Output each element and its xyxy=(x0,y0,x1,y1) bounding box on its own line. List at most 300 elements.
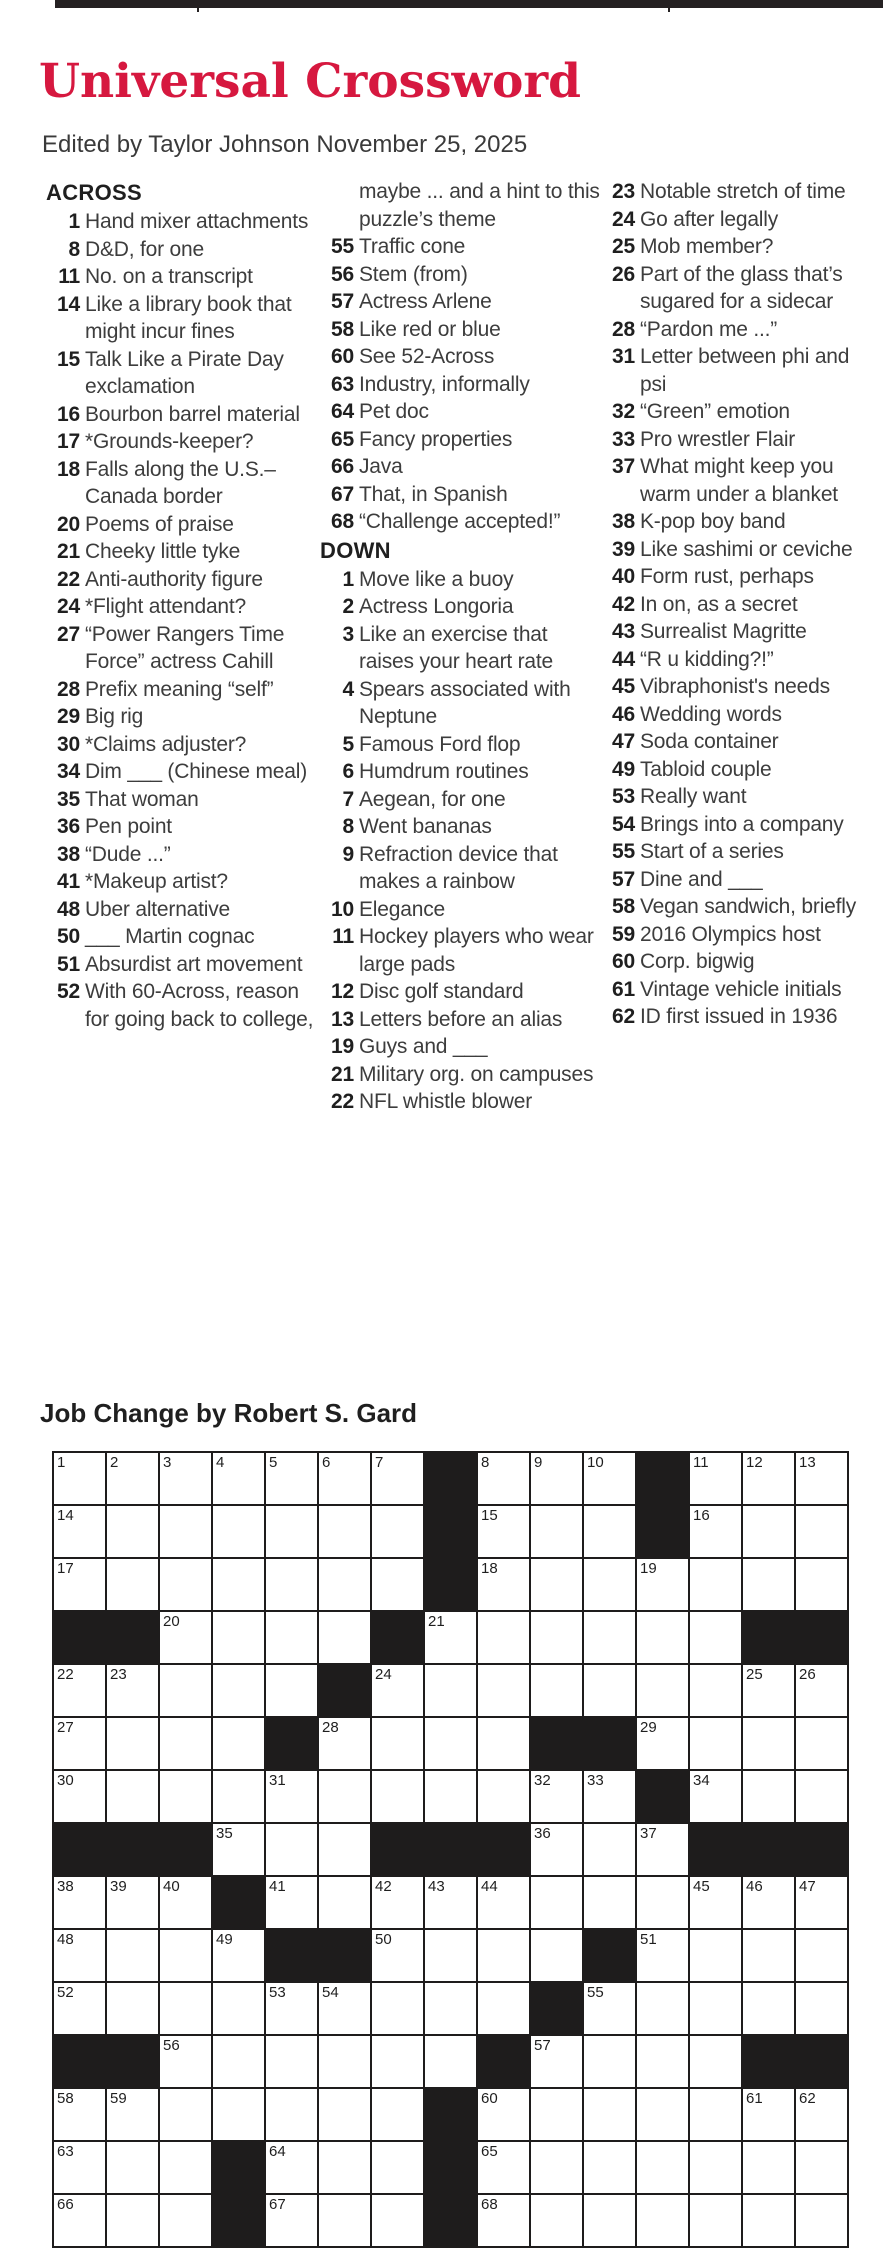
clue-item xyxy=(320,1088,601,1116)
clue-number: 2 xyxy=(342,595,354,618)
cell-number: 8 xyxy=(481,1454,490,1471)
clue-number: 13 xyxy=(331,1007,354,1031)
grid-cell[interactable] xyxy=(425,1983,476,2034)
grid-cell[interactable] xyxy=(796,1877,847,1928)
cell-number: 62 xyxy=(799,2090,816,2107)
grid-cell[interactable] xyxy=(319,1612,370,1663)
grid-cell[interactable] xyxy=(637,1930,688,1981)
grid-cell[interactable] xyxy=(425,1771,476,1822)
grid-cell[interactable] xyxy=(160,2036,211,2087)
grid-cell[interactable] xyxy=(372,1718,423,1769)
grid-cell[interactable] xyxy=(690,1453,741,1504)
grid-cell[interactable] xyxy=(531,1930,582,1981)
grid-cell[interactable] xyxy=(690,2089,741,2140)
grid-cell[interactable] xyxy=(372,1877,423,1928)
grid-cell[interactable] xyxy=(796,1453,847,1504)
clue-number: 38 xyxy=(612,510,635,533)
grid-cell[interactable] xyxy=(637,1559,688,1610)
grid-cell[interactable] xyxy=(372,2195,423,2246)
grid-cell[interactable] xyxy=(690,1877,741,1928)
grid-cell[interactable] xyxy=(637,2142,688,2193)
black-cell xyxy=(54,1824,105,1875)
clue-item xyxy=(601,398,863,426)
clue-number: 38 xyxy=(57,842,80,866)
grid-cell[interactable] xyxy=(637,1877,688,1928)
grid-cell[interactable] xyxy=(266,1559,317,1610)
grid-cell[interactable] xyxy=(743,1665,794,1716)
grid-cell[interactable] xyxy=(54,1930,105,1981)
top-bar-tick xyxy=(197,8,199,12)
grid-cell[interactable] xyxy=(531,1877,582,1928)
clue-item xyxy=(601,563,863,591)
black-cell xyxy=(743,1612,794,1663)
grid-cell[interactable] xyxy=(743,1930,794,1981)
clue-text: Anti-authority figure xyxy=(85,567,263,591)
grid-cell[interactable] xyxy=(637,1665,688,1716)
grid-cell[interactable] xyxy=(160,1612,211,1663)
clue-lists xyxy=(40,178,863,1116)
grid-cell[interactable] xyxy=(266,2036,317,2087)
clue-number: 37 xyxy=(612,455,635,478)
grid-cell[interactable] xyxy=(107,1718,158,1769)
grid-cell[interactable] xyxy=(743,1718,794,1769)
grid-cell[interactable] xyxy=(531,1665,582,1716)
grid-cell[interactable] xyxy=(372,1506,423,1557)
cell-number: 10 xyxy=(587,1454,604,1471)
clue-number: 63 xyxy=(331,372,354,396)
grid-cell[interactable] xyxy=(743,1771,794,1822)
grid-cell[interactable] xyxy=(160,1559,211,1610)
clue-text: Mob member? xyxy=(640,235,774,258)
grid-cell[interactable] xyxy=(584,1877,635,1928)
grid-cell[interactable] xyxy=(637,1824,688,1875)
grid-cell[interactable] xyxy=(637,2036,688,2087)
grid-cell[interactable] xyxy=(637,1612,688,1663)
clue-number: 8 xyxy=(342,815,354,838)
grid-cell[interactable] xyxy=(266,1824,317,1875)
grid-cell[interactable] xyxy=(107,1665,158,1716)
grid-cell[interactable] xyxy=(372,2036,423,2087)
grid-cell[interactable] xyxy=(54,1877,105,1928)
black-cell xyxy=(690,1824,741,1875)
grid-cell[interactable] xyxy=(743,2195,794,2246)
clue-text: Uber alternative xyxy=(85,897,231,921)
grid-cell[interactable] xyxy=(478,1665,529,1716)
grid-cell[interactable] xyxy=(531,2089,582,2140)
grid-cell[interactable] xyxy=(160,2195,211,2246)
grid-cell[interactable] xyxy=(213,1665,264,1716)
cell-number: 64 xyxy=(269,2143,286,2160)
clue-number: 23 xyxy=(612,180,635,203)
clue-number: 31 xyxy=(612,345,635,368)
grid-cell[interactable] xyxy=(584,1771,635,1822)
clue-text: Military org. on campuses xyxy=(359,1062,594,1086)
grid-cell[interactable] xyxy=(160,1665,211,1716)
clue-item xyxy=(601,618,863,646)
grid-cell[interactable] xyxy=(160,2142,211,2193)
grid-cell[interactable] xyxy=(478,1983,529,2034)
grid-cell[interactable] xyxy=(319,1559,370,1610)
grid-cell[interactable] xyxy=(372,1453,423,1504)
grid-cell[interactable] xyxy=(584,1559,635,1610)
clue-number: 32 xyxy=(612,400,635,423)
grid-cell[interactable] xyxy=(213,1559,264,1610)
black-cell xyxy=(266,1718,317,1769)
grid-cell[interactable] xyxy=(584,1453,635,1504)
grid-cell[interactable] xyxy=(160,1983,211,2034)
grid-cell[interactable] xyxy=(478,1559,529,1610)
grid-cell[interactable] xyxy=(478,1506,529,1557)
grid-cell[interactable] xyxy=(319,1771,370,1822)
grid-cell[interactable] xyxy=(690,2195,741,2246)
grid-cell[interactable] xyxy=(796,1665,847,1716)
grid-cell[interactable] xyxy=(637,1983,688,2034)
grid-cell[interactable] xyxy=(54,1665,105,1716)
grid-cell[interactable] xyxy=(107,2089,158,2140)
grid-cell[interactable] xyxy=(54,2089,105,2140)
clue-item xyxy=(46,511,320,539)
grid-cell[interactable] xyxy=(743,1453,794,1504)
grid-cell[interactable] xyxy=(796,2195,847,2246)
grid-cell[interactable] xyxy=(796,1718,847,1769)
grid-cell[interactable] xyxy=(107,1930,158,1981)
grid-cell[interactable] xyxy=(637,2195,688,2246)
grid-cell[interactable] xyxy=(319,2036,370,2087)
clue-text: Like a library book that might incur fines xyxy=(85,292,292,343)
grid-cell[interactable] xyxy=(266,2089,317,2140)
clue-item xyxy=(601,508,863,536)
clue-text: Spears associated with Neptune xyxy=(359,677,571,728)
clue-item xyxy=(601,178,863,206)
black-cell xyxy=(743,1824,794,1875)
grid-cell[interactable] xyxy=(690,1506,741,1557)
grid-cell[interactable] xyxy=(372,1930,423,1981)
grid-cell[interactable] xyxy=(690,1718,741,1769)
grid-cell[interactable] xyxy=(743,1559,794,1610)
clue-number: 64 xyxy=(331,400,354,423)
grid-cell[interactable] xyxy=(54,1718,105,1769)
grid-cell[interactable] xyxy=(531,2036,582,2087)
grid-cell[interactable] xyxy=(478,1877,529,1928)
grid-cell[interactable] xyxy=(213,1453,264,1504)
clue-item xyxy=(320,453,601,481)
grid-cell[interactable] xyxy=(213,1983,264,2034)
clue-text: “Pardon me ...” xyxy=(640,317,778,341)
clue-text: Pet doc xyxy=(359,400,429,423)
grid-cell[interactable] xyxy=(637,2089,688,2140)
clue-number: 25 xyxy=(612,235,635,258)
clue-text: “Challenge accepted!” xyxy=(359,510,561,533)
grid-cell[interactable] xyxy=(266,1453,317,1504)
grid-cell[interactable] xyxy=(160,1453,211,1504)
clue-number: 48 xyxy=(57,897,80,921)
puzzle-byline: Job Change by Robert S. Gard xyxy=(40,1398,418,1428)
grid-cell[interactable] xyxy=(213,1824,264,1875)
grid-cell[interactable] xyxy=(478,1453,529,1504)
grid-cell[interactable] xyxy=(796,1930,847,1981)
clue-number: 45 xyxy=(612,675,635,698)
grid-cell[interactable] xyxy=(743,1877,794,1928)
grid-cell[interactable] xyxy=(266,1665,317,1716)
clue-text: With 60-Across, reason for going back to college, xyxy=(85,980,314,1031)
clue-section-header: ACROSS xyxy=(46,180,142,205)
grid-cell[interactable] xyxy=(372,1559,423,1610)
grid-cell[interactable] xyxy=(319,2142,370,2193)
grid-cell[interactable] xyxy=(584,1612,635,1663)
clue-number: 11 xyxy=(332,925,354,948)
grid-cell[interactable] xyxy=(372,1771,423,1822)
clue-number: 9 xyxy=(342,842,354,866)
grid-cell[interactable] xyxy=(107,1559,158,1610)
clue-number: 46 xyxy=(612,702,635,726)
cell-number: 15 xyxy=(481,1507,498,1524)
black-cell xyxy=(372,1824,423,1875)
grid-cell[interactable] xyxy=(319,1824,370,1875)
clue-text: Guys and ___ xyxy=(359,1035,488,1058)
black-cell xyxy=(478,1824,529,1875)
grid-cell[interactable] xyxy=(690,1559,741,1610)
clue-number: 11 xyxy=(58,265,80,288)
grid-cell[interactable] xyxy=(478,2089,529,2140)
clue-text: Absurdist art movement xyxy=(85,952,303,976)
clue-text: Poems of praise xyxy=(85,512,234,536)
grid-cell[interactable] xyxy=(213,1612,264,1663)
grid-cell[interactable] xyxy=(531,2195,582,2246)
grid-cell[interactable] xyxy=(531,1453,582,1504)
grid-cell[interactable] xyxy=(531,1612,582,1663)
clue-number: 8 xyxy=(68,237,80,261)
grid-cell[interactable] xyxy=(478,2142,529,2193)
clue-number: 3 xyxy=(342,622,354,646)
cell-number: 28 xyxy=(322,1719,339,1736)
grid-cell[interactable] xyxy=(743,2142,794,2193)
grid-cell[interactable] xyxy=(478,1930,529,1981)
grid-cell[interactable] xyxy=(425,2036,476,2087)
grid-cell[interactable] xyxy=(319,1718,370,1769)
black-cell xyxy=(531,1718,582,1769)
grid-cell[interactable] xyxy=(319,1453,370,1504)
clue-item xyxy=(320,481,601,509)
grid-cell[interactable] xyxy=(54,1453,105,1504)
grid-cell[interactable] xyxy=(107,1506,158,1557)
clue-number: 14 xyxy=(57,292,80,316)
clue-number: 55 xyxy=(331,235,354,258)
grid-cell[interactable] xyxy=(690,1665,741,1716)
cell-number: 39 xyxy=(110,1878,127,1895)
grid-cell[interactable] xyxy=(796,1559,847,1610)
grid-cell[interactable] xyxy=(54,1559,105,1610)
grid-cell[interactable] xyxy=(266,2195,317,2246)
clue-number: 53 xyxy=(612,785,635,808)
clue-number: 22 xyxy=(331,1090,354,1113)
cell-number: 56 xyxy=(163,2037,180,2054)
grid-cell[interactable] xyxy=(796,1506,847,1557)
grid-cell[interactable] xyxy=(690,2036,741,2087)
clue-number: 20 xyxy=(57,512,80,536)
clue-number: 30 xyxy=(57,732,80,756)
grid-cell[interactable] xyxy=(796,2089,847,2140)
cell-number: 51 xyxy=(640,1931,657,1948)
clue-number: 66 xyxy=(331,455,354,478)
grid-cell[interactable] xyxy=(266,1506,317,1557)
grid-cell[interactable] xyxy=(743,1506,794,1557)
grid-cell[interactable] xyxy=(266,1877,317,1928)
grid-cell[interactable] xyxy=(107,1877,158,1928)
black-cell xyxy=(478,2036,529,2087)
black-cell xyxy=(54,1612,105,1663)
grid-cell[interactable] xyxy=(478,1718,529,1769)
grid-cell[interactable] xyxy=(584,1506,635,1557)
grid-cell[interactable] xyxy=(690,1983,741,2034)
clue-item xyxy=(320,731,601,759)
grid-cell[interactable] xyxy=(319,1983,370,2034)
grid-cell[interactable] xyxy=(531,2142,582,2193)
clue-text: Famous Ford flop xyxy=(359,732,521,756)
grid-cell[interactable] xyxy=(107,2195,158,2246)
grid-cell[interactable] xyxy=(637,1718,688,1769)
clue-item xyxy=(320,288,601,316)
grid-cell[interactable] xyxy=(690,1612,741,1663)
grid-cell[interactable] xyxy=(372,2142,423,2193)
crossword-grid xyxy=(52,1451,849,2248)
clue-text: Big rig xyxy=(85,705,144,728)
grid-cell[interactable] xyxy=(213,2036,264,2087)
grid-cell[interactable] xyxy=(213,2089,264,2140)
clue-item xyxy=(46,346,320,401)
grid-cell[interactable] xyxy=(160,1930,211,1981)
grid-cell[interactable] xyxy=(54,2142,105,2193)
grid-cell[interactable] xyxy=(796,1983,847,2034)
clue-text: “R u kidding?!” xyxy=(640,647,774,671)
clue-text: “Dude ...” xyxy=(85,842,171,866)
grid-cell[interactable] xyxy=(160,2089,211,2140)
clue-column-1 xyxy=(40,178,320,1116)
clue-item xyxy=(601,921,863,949)
grid-cell[interactable] xyxy=(478,2195,529,2246)
grid-cell[interactable] xyxy=(584,2195,635,2246)
clue-text: See 52-Across xyxy=(359,345,495,368)
clue-number: 41 xyxy=(57,870,80,893)
grid-cell[interactable] xyxy=(796,2142,847,2193)
grid-cell[interactable] xyxy=(743,1983,794,2034)
grid-cell[interactable] xyxy=(796,1771,847,1822)
grid-cell[interactable] xyxy=(531,1824,582,1875)
clue-number: 52 xyxy=(57,980,80,1003)
clue-item xyxy=(601,783,863,811)
cell-number: 13 xyxy=(799,1454,816,1471)
grid-cell[interactable] xyxy=(531,1559,582,1610)
grid-cell[interactable] xyxy=(266,1983,317,2034)
grid-cell[interactable] xyxy=(425,1612,476,1663)
grid-cell[interactable] xyxy=(584,2089,635,2140)
grid-cell[interactable] xyxy=(54,2195,105,2246)
grid-cell[interactable] xyxy=(584,1983,635,2034)
grid-cell[interactable] xyxy=(54,1983,105,2034)
grid-cell[interactable] xyxy=(107,1771,158,1822)
grid-cell[interactable] xyxy=(584,2036,635,2087)
grid-cell[interactable] xyxy=(160,1718,211,1769)
grid-cell[interactable] xyxy=(319,2195,370,2246)
clue-number: 22 xyxy=(57,567,80,591)
cell-number: 34 xyxy=(693,1772,710,1789)
clue-text: Surrealist Magritte xyxy=(640,620,807,643)
grid-cell[interactable] xyxy=(690,1930,741,1981)
grid-cell[interactable] xyxy=(584,1824,635,1875)
clue-number: 62 xyxy=(612,1005,635,1028)
clue-item xyxy=(320,508,601,536)
clue-item xyxy=(46,621,320,676)
grid-cell[interactable] xyxy=(54,1506,105,1557)
cell-number: 19 xyxy=(640,1560,657,1577)
grid-cell[interactable] xyxy=(319,1877,370,1928)
clue-number: 36 xyxy=(57,815,80,838)
grid-cell[interactable] xyxy=(266,1771,317,1822)
grid-cell[interactable] xyxy=(531,1506,582,1557)
cell-number: 55 xyxy=(587,1984,604,2001)
clue-text: That woman xyxy=(85,787,199,811)
grid-cell[interactable] xyxy=(266,1612,317,1663)
grid-cell[interactable] xyxy=(54,1771,105,1822)
grid-cell[interactable] xyxy=(107,1983,158,2034)
clue-item xyxy=(320,1033,601,1061)
clue-item xyxy=(601,728,863,756)
grid-cell[interactable] xyxy=(160,1877,211,1928)
grid-cell[interactable] xyxy=(160,1506,211,1557)
clue-text: Aegean, for one xyxy=(359,787,506,811)
grid-cell[interactable] xyxy=(213,1930,264,1981)
grid-cell[interactable] xyxy=(107,2142,158,2193)
grid-cell[interactable] xyxy=(743,2089,794,2140)
grid-cell[interactable] xyxy=(478,1771,529,1822)
clue-item xyxy=(46,401,320,429)
grid-cell[interactable] xyxy=(213,1771,264,1822)
grid-cell[interactable] xyxy=(372,2089,423,2140)
grid-cell[interactable] xyxy=(478,1612,529,1663)
grid-cell[interactable] xyxy=(213,1506,264,1557)
clue-item xyxy=(601,756,863,784)
clue-item xyxy=(46,566,320,594)
grid-cell[interactable] xyxy=(266,2142,317,2193)
grid-cell[interactable] xyxy=(372,1983,423,2034)
grid-cell[interactable] xyxy=(319,2089,370,2140)
grid-cell[interactable] xyxy=(160,1771,211,1822)
grid-cell[interactable] xyxy=(690,1771,741,1822)
clue-text: Fancy properties xyxy=(359,427,513,451)
cell-number: 42 xyxy=(375,1878,392,1895)
grid-cell[interactable] xyxy=(584,1665,635,1716)
grid-cell[interactable] xyxy=(319,1506,370,1557)
cell-number: 57 xyxy=(534,2037,551,2054)
grid-cell[interactable] xyxy=(425,1665,476,1716)
black-cell xyxy=(160,1824,211,1875)
cell-number: 2 xyxy=(110,1454,119,1471)
clue-number: 42 xyxy=(612,592,635,616)
grid-cell[interactable] xyxy=(372,1665,423,1716)
grid-cell[interactable] xyxy=(690,2142,741,2193)
grid-cell[interactable] xyxy=(213,1718,264,1769)
grid-cell[interactable] xyxy=(425,1877,476,1928)
clue-item xyxy=(320,261,601,289)
grid-cell[interactable] xyxy=(425,1930,476,1981)
clue-number: 50 xyxy=(57,925,80,948)
grid-cell[interactable] xyxy=(107,1453,158,1504)
grid-cell[interactable] xyxy=(531,1771,582,1822)
grid-cell[interactable] xyxy=(584,2142,635,2193)
clue-text: Humdrum routines xyxy=(359,760,529,783)
clue-item xyxy=(320,233,601,261)
clue-item xyxy=(46,676,320,704)
grid-cell[interactable] xyxy=(425,1718,476,1769)
